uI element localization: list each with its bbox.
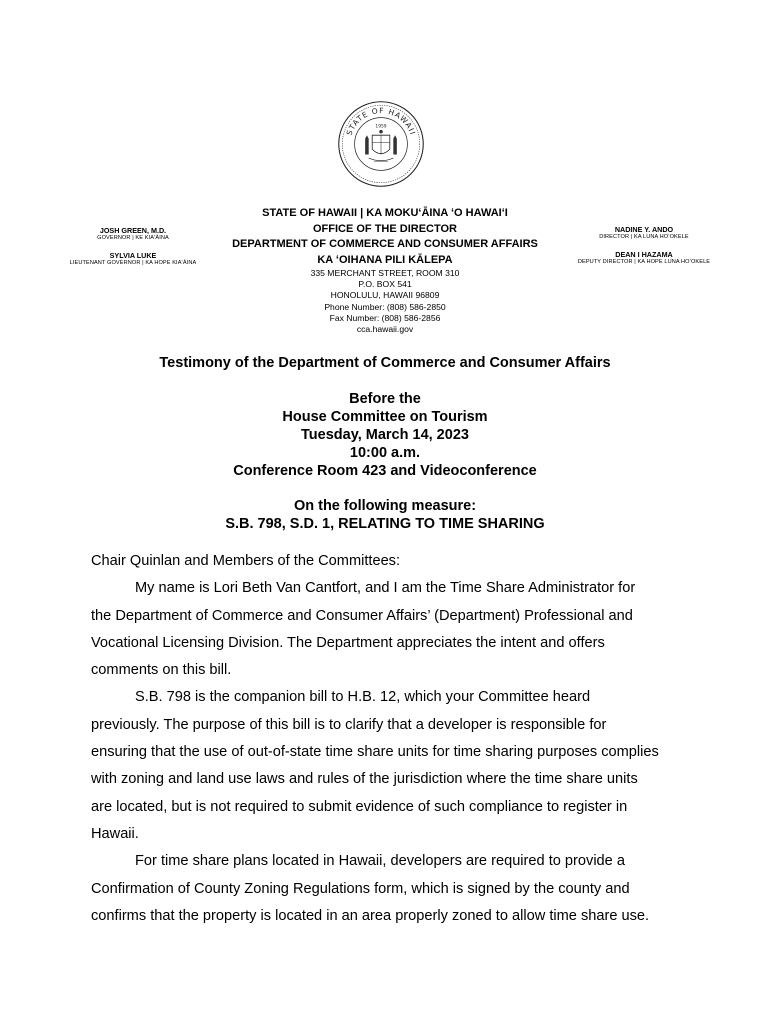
salutation: Chair Quinlan and Members of the Committees: [91,553,401,569]
governor-title: GOVERNOR | KE KIAʻĀINA [97,235,169,241]
body-line: confirms that the property is located in an area properly zoned to allow time share use. [91,907,650,924]
deputy-director-block [564,250,724,266]
measure-intro: On the following measure: [293,498,477,514]
seal-year: 1959 [375,124,387,130]
body-line: comments on this bill. [91,662,232,679]
address-line: HONOLULU, HAWAII 96809 [330,290,440,301]
state-name: STATE OF HAWAII | KA MOKUʻĀINA ʻO HAWAIʻI [262,207,508,219]
governor-block [58,226,208,242]
fax-line: Fax Number: (808) 586-2856 [329,312,441,323]
body-line: Confirmation of County Zoning Regulations form, which is signed by the county and [91,880,630,897]
body-line: S.B. 798 is the companion bill to H.B. 12, which your Committee heard [135,689,591,706]
address-line: 335 MERCHANT STREET, ROOM 310 [310,268,460,278]
body-line: ensuring that the use of out-of-state time share units for time sharing purposes complies [91,744,659,761]
office-name: OFFICE OF THE DIRECTOR [312,222,458,235]
state-seal-image [337,100,425,188]
body-line: Vocational Licensing Division. The Department appreciates the intent and offers [91,634,605,651]
deputy-director-name: DEAN I HAZAMA [615,250,673,259]
body-line: For time share plans located in Hawaii, developers are required to provide a [135,853,625,870]
hearing-block [0,390,770,480]
lt-governor-title: LIEUTENANT GOVERNOR | KA HOPE KIAʻĀINA [69,260,197,266]
body-line: with zoning and land use laws and rules of the jurisdiction where the time share units [91,771,638,788]
deputy-director-title: DEPUTY DIRECTOR | KA HOPE LUNA HOʻOKELE [577,259,711,265]
testimony-body [91,548,691,930]
letterhead [205,206,565,335]
department-hawaiian-name: KA ʻOIHANA PILI KĀLEPA [317,253,453,266]
phone-line: Phone Number: (808) 586-2850 [324,301,446,312]
seal-ring-text: STATE OF HAWAII [344,106,418,137]
lt-governor-name: SYLVIA LUKE [109,251,157,260]
measure-bill: S.B. 798, S.D. 1, RELATING TO TIME SHARING [225,516,545,532]
body-line: previously. The purpose of this bill is to clarify that a developer is responsible for [91,716,607,733]
body-line: the Department of Commerce and Consumer Affairs’ (Department) Professional and [91,607,633,624]
hearing-location: Conference Room 423 and Videoconference [233,463,537,479]
hearing-time: 10:00 a.m. [349,445,421,461]
hearing-before: Before the [349,391,421,407]
body-line: are located, but is not required to submit evidence of such compliance to register in [91,798,628,815]
governor-name: JOSH GREEN, M.D. [99,226,167,235]
lt-governor-block [58,251,208,267]
measure-block [0,497,770,533]
hearing-date: Tuesday, March 14, 2023 [301,427,469,443]
body-line: Hawaii. [91,825,139,842]
testimony-title-block [0,354,770,372]
address-line: P.O. BOX 541 [358,279,412,290]
director-name: NADINE Y. ANDO [614,225,674,234]
department-name: DEPARTMENT OF COMMERCE AND CONSUMER AFFAIRS [232,238,538,250]
testimony-title: Testimony of the Department of Commerce and Consumer Affairs [159,355,611,371]
director-block [564,225,724,241]
director-title: DIRECTOR | KA LUNA HOʻOKELE [599,234,689,240]
body-line: My name is Lori Beth Van Cantfort, and I am the Time Share Administrator for [135,580,636,597]
hearing-committee: House Committee on Tourism [282,409,488,425]
website-line: cca.hawaii.gov [356,324,414,335]
